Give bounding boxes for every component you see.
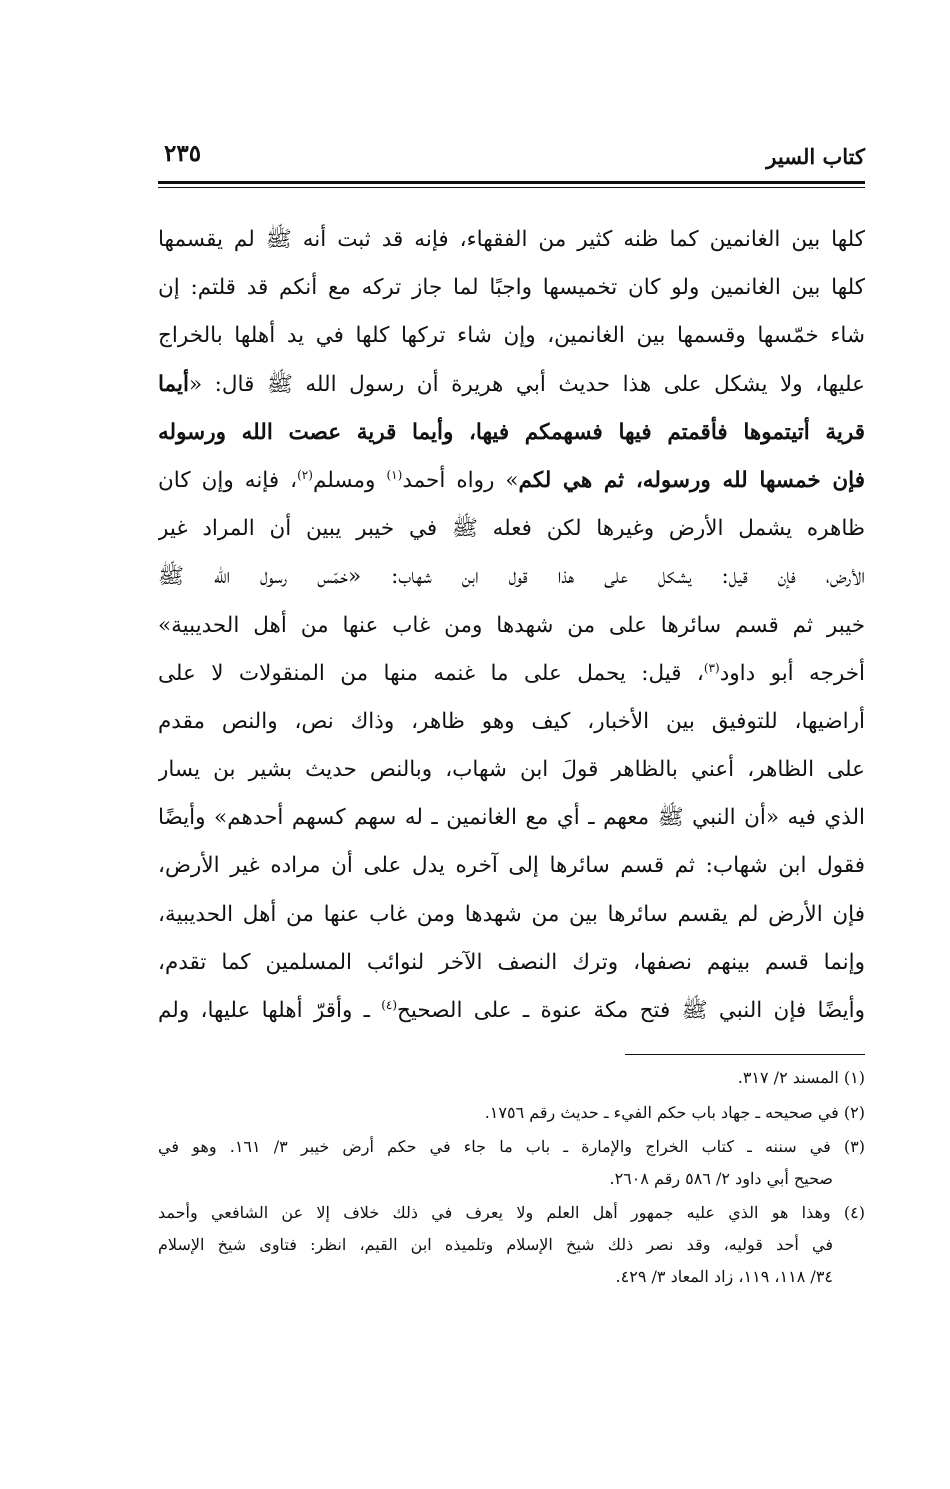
text-line (158, 409, 865, 457)
text-line: على الظاهر، أعني بالظاهر قولَ ابن شهاب، وبالنص حديث بشير بن يسار (158, 757, 865, 783)
text-line: ظاهره يشمل الأرض وغيرها لكن فعله ﷺ في خيبر يبين أن المراد غير (158, 516, 865, 542)
footnote-ref: (٣) (703, 660, 720, 675)
text-line: أراضيها، للتوفيق بين الأخبار، كيف وهو ظاهر، وذاك نص، والنص مقدم (158, 708, 865, 734)
hadith-text: قرية أتيتموها فأقمتم فيها فسهمكم فيها، وأيما قرية عصت الله ورسوله (158, 419, 865, 445)
text-line: وإنما قسم بينهم نصفها، وترك النصف الآخر لنوائب المسلمين كما تقدم، (158, 949, 865, 975)
hadith-text: أيما (158, 371, 189, 397)
footnote-ref: (١) (386, 467, 403, 482)
footnote-4-cont: ٣٤/ ١١٨، ١١٩، زاد المعاد ٣/ ٤٢٩. (615, 1266, 833, 1286)
footnote-ref: (٤) (381, 997, 398, 1012)
text-line: فإن خمسها لله ورسوله، ثم هي لكم» رواه أحمد$^{(١)}$ ومسلم$^{(٢)}$، فإنه وإن كان (158, 467, 865, 493)
main-text (158, 216, 865, 1035)
page-number: ٢٣٥ (164, 140, 202, 167)
book-title: كتاب السير (766, 144, 865, 169)
text-line: فقول ابن شهاب: ثم قسم سائرها إلى آخره يدل على أن مراده غير الأرض، (158, 853, 865, 879)
footnote-3-cont: صحيح أبي داود ٢/ ٥٨٦ رقم ٢٦٠٨. (609, 1168, 833, 1188)
text-line: وأيضًا فإن النبي ﷺ فتح مكة عنوة ـ على الصحيح$^{(٤)}$ ـ وأقرّ أهلها عليها، ولم (158, 997, 865, 1023)
footnote-ref: (٢) (297, 467, 313, 482)
header-rule-thin (158, 187, 865, 188)
header-rule-thick (158, 181, 865, 184)
text-line: فإن الأرض لم يقسم سائرها بين من شهدها ومن غاب عنها من أهل الحديبية، (158, 901, 865, 927)
text-line: كلها بين الغانمين كما ظنه كثير من الفقهاء، فإنه قد ثبت أنه ﷺ لم يقسمها (158, 227, 865, 252)
text-line: الذي فيه «أن النبي ﷺ معهم ـ أي مع الغانمين ـ له سهم كسهم أحدهم» وأيضًا (158, 805, 865, 831)
hadith-text: فإن خمسها لله ورسوله، ثم هي لكم (518, 467, 865, 493)
footnote-2: (٢) في صحيحه ـ جهاد باب حكم الفيء ـ حديث رقم ١٧٥٦. (484, 1102, 865, 1122)
text-line: خيبر ثم قسم سائرها على من شهدها ومن غاب عنها من أهل الحديبية» (158, 612, 865, 638)
text-line: الأرض، فإن قيل: يشكل على هذا قول ابن شهاب: «خمّس رسول الله ﷺ (158, 564, 865, 590)
footnote-separator (625, 1054, 865, 1055)
text-line: أخرجه أبو داود$^{(٣)}$، قيل: يحمل على ما غنمه منها من المنقولات لا على (158, 660, 865, 686)
footnote-1: (١) المسند ٢/ ٣١٧. (737, 1068, 865, 1087)
text-line: شاء خمّسها وقسمها بين الغانمين، وإن شاء تركها كلها في يد أهلها بالخراج (158, 323, 865, 349)
footnotes (158, 1062, 865, 1292)
footnote-3: (٣) في سننه ـ كتاب الخراج والإمارة ـ باب ما جاء في حكم أرض خيبر ٣/ ١٦١. وهو في (158, 1137, 865, 1157)
running-header (158, 140, 865, 180)
footnote-4: (٤) وهذا هو الذي عليه جمهور أهل العلم ولا يعرف في ذلك خلاف إلا عن الشافعي وأحمد (158, 1203, 865, 1223)
text-line: كلها بين الغانمين ولو كان تخميسها واجبًا لما جاز تركه مع أنكم قد قلتم: إن (158, 275, 865, 301)
text-line: عليها، ولا يشكل على هذا حديث أبي هريرة أن رسول الله ﷺ قال: «أيما (158, 371, 865, 397)
footnote-4-cont: في أحد قوليه، وقد نصر ذلك شيخ الإسلام وتلميذه ابن القيم، انظر: فتاوى شيخ الإسلام (158, 1234, 833, 1254)
